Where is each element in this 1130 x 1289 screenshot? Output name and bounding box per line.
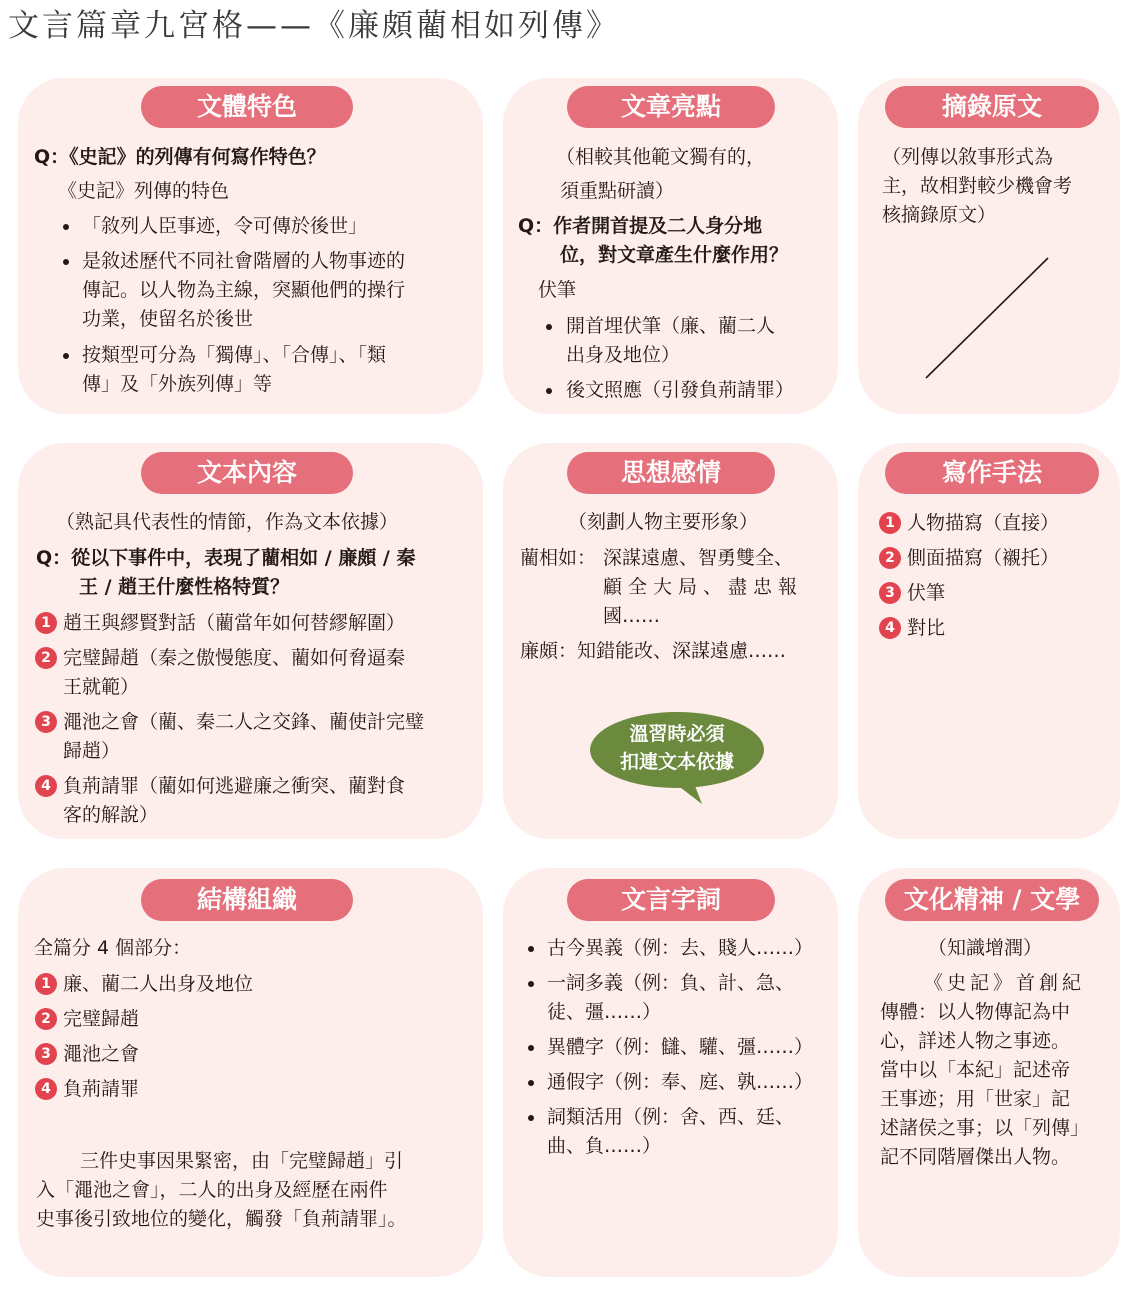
not-applicable-slash bbox=[858, 250, 1120, 390]
content-item-4-line-2: 客的解說） bbox=[63, 804, 159, 826]
tip-bubble bbox=[590, 712, 770, 808]
bullet-dot bbox=[546, 324, 552, 330]
words-bullet-2-line-1: 一詞多義（例：負、計、急、 bbox=[547, 972, 795, 994]
tip-line-2: 扣連文本依據 bbox=[619, 751, 734, 773]
style-subhead: 《史記》列傳的特色 bbox=[58, 180, 230, 202]
culture-line-1: 《史記》首創紀 bbox=[924, 972, 1086, 994]
structure-item-3: 澠池之會 bbox=[63, 1043, 140, 1065]
content-item-2-line-1: 完璧歸趙（秦之傲慢態度、藺如何脅逼秦 bbox=[63, 647, 406, 669]
number-badge-4: 4 bbox=[35, 1078, 57, 1100]
number-badge-3: 3 bbox=[879, 582, 901, 604]
words-bullet-4: 通假字（例：奉、庭、孰……） bbox=[547, 1071, 814, 1093]
heading-structure: 結構組織 bbox=[141, 879, 353, 921]
highlight-bullet-1-line-1: 開首埋伏筆（廉、藺二人 bbox=[566, 315, 776, 337]
thought-lin-label: 藺相如： bbox=[520, 547, 597, 569]
words-bullet-2-line-2: 徒、彊……） bbox=[547, 1001, 662, 1023]
number-badge-1: 1 bbox=[35, 612, 57, 634]
highlight-question-line-2: 位，對文章產生什麼作用？ bbox=[560, 244, 789, 266]
words-bullet-1: 古今異義（例：去、賤人……） bbox=[547, 937, 814, 959]
heading-technique: 寫作手法 bbox=[885, 452, 1099, 494]
number-badge-1: 1 bbox=[879, 512, 901, 534]
thought-lin-line-3: 國…… bbox=[603, 605, 661, 627]
structure-para-line-2: 入「澠池之會」，二人的出身及經歷在兩件 bbox=[36, 1179, 388, 1201]
technique-item-1: 人物描寫（直接） bbox=[907, 512, 1060, 534]
content-item-2-line-2: 王就範） bbox=[63, 676, 140, 698]
heading-highlight: 文章亮點 bbox=[567, 86, 775, 128]
excerpt-note-line-1: （列傳以敘事形式為 bbox=[882, 146, 1054, 168]
style-bullet-2-line-1: 是敘述歷代不同社會階層的人物事迹的 bbox=[82, 250, 406, 272]
content-item-3-line-1: 澠池之會（藺、秦二人之交鋒、藺使計完璧 bbox=[63, 711, 425, 733]
thought-lian: 廉頗：知錯能改、深謀遠慮…… bbox=[520, 640, 787, 662]
number-badge-2: 2 bbox=[35, 1008, 57, 1030]
bullet-dot bbox=[528, 1045, 534, 1051]
highlight-note-line-2: 須重點研讀） bbox=[560, 180, 675, 202]
number-badge-2: 2 bbox=[35, 647, 57, 669]
bullet-dot bbox=[528, 1080, 534, 1086]
number-badge-2: 2 bbox=[879, 547, 901, 569]
words-bullet-5-line-2: 曲、負……） bbox=[547, 1135, 662, 1157]
highlight-question-line-1: Q：作者開首提及二人身分地 bbox=[518, 215, 763, 237]
structure-item-1: 廉、藺二人出身及地位 bbox=[63, 973, 254, 995]
style-bullet-2-line-3: 功業，使留名於後世 bbox=[82, 308, 254, 330]
structure-intro: 全篇分 4 個部分： bbox=[34, 937, 192, 959]
bullet-dot bbox=[63, 353, 69, 359]
bullet-dot bbox=[528, 981, 534, 987]
number-badge-1: 1 bbox=[35, 973, 57, 995]
content-question-line-2: 王 / 趙王什麼性格特質？ bbox=[79, 576, 290, 598]
content-item-1-line-1: 趙王與繆賢對話（藺當年如何替繆解圍） bbox=[63, 612, 406, 634]
number-badge-3: 3 bbox=[35, 711, 57, 733]
page-title: 文言篇章九宮格——《廉頗藺相如列傳》 bbox=[8, 8, 620, 44]
heading-thought: 思想感情 bbox=[567, 452, 775, 494]
culture-line-5: 王事迹；用「世家」記 bbox=[880, 1088, 1071, 1110]
culture-line-6: 述諸侯之事；以「列傳」 bbox=[880, 1117, 1090, 1139]
heading-excerpt: 摘錄原文 bbox=[885, 86, 1099, 128]
highlight-note-line-1: （相較其他範文獨有的， bbox=[556, 146, 766, 168]
heading-style: 文體特色 bbox=[141, 86, 353, 128]
culture-line-3: 心，詳述人物之事迹。 bbox=[880, 1030, 1071, 1052]
words-bullet-3: 異體字（例：讎、驩、彊……） bbox=[547, 1036, 814, 1058]
culture-line-2: 傳體：以人物傳記為中 bbox=[880, 1001, 1071, 1023]
highlight-bullet-1-line-2: 出身及地位） bbox=[566, 344, 681, 366]
structure-para-line-3: 史事後引致地位的變化，觸發「負荊請罪」。 bbox=[36, 1208, 407, 1230]
thought-lin-line-2: 顧全大局、盡忠報 bbox=[603, 576, 804, 598]
culture-line-7: 記不同階層傑出人物。 bbox=[880, 1146, 1071, 1168]
bullet-dot bbox=[528, 1115, 534, 1121]
bullet-dot bbox=[63, 224, 69, 230]
culture-note: （知識增潤） bbox=[928, 937, 1043, 959]
structure-para-line-1: 三件史事因果緊密，由「完璧歸趙」引 bbox=[80, 1150, 404, 1172]
bullet-dot bbox=[546, 388, 552, 394]
excerpt-note-line-3: 核摘錄原文） bbox=[882, 204, 997, 226]
thought-lin-line-1: 深謀遠慮、智勇雙全、 bbox=[603, 547, 794, 569]
heading-content: 文本內容 bbox=[141, 452, 353, 494]
technique-item-3: 伏筆 bbox=[907, 582, 946, 604]
bullet-dot bbox=[528, 946, 534, 952]
card-technique bbox=[858, 443, 1120, 839]
content-note: （熟記具代表性的情節，作為文本依據） bbox=[56, 511, 399, 533]
content-item-4-line-1: 負荊請罪（藺如何逃避廉之衝突、藺對食 bbox=[63, 775, 406, 797]
style-question: Q：《史記》的列傳有何寫作特色？ bbox=[34, 146, 326, 168]
number-badge-4: 4 bbox=[35, 775, 57, 797]
number-badge-3: 3 bbox=[35, 1043, 57, 1065]
bullet-dot bbox=[63, 259, 69, 265]
style-bullet-3-line-2: 傳」及「外族列傳」等 bbox=[82, 373, 273, 395]
content-item-3-line-2: 歸趙） bbox=[63, 740, 121, 762]
excerpt-note-line-2: 主，故相對較少機會考 bbox=[882, 175, 1073, 197]
heading-culture: 文化精神 / 文學 bbox=[885, 879, 1099, 921]
structure-item-2: 完璧歸趙 bbox=[63, 1008, 140, 1030]
highlight-subhead: 伏筆 bbox=[538, 279, 577, 301]
heading-words: 文言字詞 bbox=[567, 879, 775, 921]
content-question-line-1: Q：從以下事件中，表現了藺相如 / 廉頗 / 秦 bbox=[36, 547, 416, 569]
highlight-bullet-2-line-1: 後文照應（引發負荊請罪） bbox=[566, 379, 795, 401]
number-badge-4: 4 bbox=[879, 617, 901, 639]
technique-item-2: 側面描寫（襯托） bbox=[907, 547, 1060, 569]
technique-item-4: 對比 bbox=[907, 617, 946, 639]
structure-item-4: 負荊請罪 bbox=[63, 1078, 140, 1100]
culture-line-4: 當中以「本紀」記述帝 bbox=[880, 1059, 1071, 1081]
style-bullet-3-line-1: 按類型可分為「獨傳」、「合傳」、「類 bbox=[82, 344, 387, 366]
tip-line-1: 溫習時必須 bbox=[629, 723, 725, 745]
words-bullet-5-line-1: 詞類活用（例：舍、西、廷、 bbox=[547, 1106, 795, 1128]
thought-note: （刻劃人物主要形象） bbox=[568, 511, 759, 533]
style-bullet-1-line-1: 「敘列人臣事迹，令可傳於後世」 bbox=[82, 215, 368, 237]
style-bullet-2-line-2: 傳記。以人物為主線，突顯他們的操行 bbox=[82, 279, 406, 301]
